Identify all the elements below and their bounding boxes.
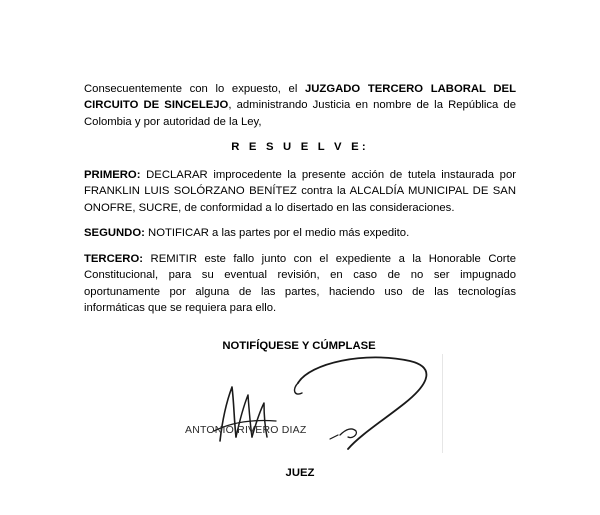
intro-text-start: Consecuentemente con lo expuesto, el — [84, 83, 305, 95]
resuelve-heading: R E S U E L V E: — [231, 141, 369, 153]
tercero-label: TERCERO: — [84, 253, 143, 265]
segundo-text: NOTIFICAR a las partes por el medio más expedito. — [144, 227, 410, 239]
handwritten-signature — [180, 353, 445, 453]
tercero-text: REMITIR este fallo junto con el expediente a la Honorable Corte Constitucional, para su eventual revisión, en caso de no ser impugnado oportunamente por alguna de las partes, haciendo uso de las tecnologías informáticas que se requiera para ello. — [84, 253, 516, 315]
segundo-paragraph — [84, 225, 516, 241]
signer-role: JUEZ — [285, 467, 315, 479]
primero-label: PRIMERO: — [84, 169, 141, 181]
court-name: JUZGADO TERCERO LABORAL DEL CIRCUITO DE SINCELEJO — [84, 83, 516, 112]
segundo-label: SEGUNDO: — [84, 227, 145, 239]
tercero-paragraph — [84, 251, 516, 317]
signature-hook-stroke — [295, 383, 302, 394]
signature-dash-stroke — [330, 435, 338, 439]
intro-paragraph — [84, 81, 516, 130]
signature-block — [180, 353, 445, 453]
signer-name: ANTONIO RIVERO DIAZ — [185, 424, 307, 436]
primero-paragraph — [84, 167, 516, 216]
intro-text-end: , administrando Justicia en nombre de la República de Colombia y por autoridad de la Ley, — [84, 99, 516, 128]
primero-text: DECLARAR improcedente la presente acción de tutela instaurada por FRANKLIN LUIS SOLÓRZANO BENÍTEZ contra la ALCALDÍA MUNICIPAL DE SAN ONOFRE, SUCRE, de conformidad a lo disertado en las consideraciones. — [84, 169, 516, 214]
signature-tail-stroke — [340, 429, 356, 438]
closing-formula: NOTIFÍQUESE Y CÚMPLASE — [222, 340, 376, 352]
signature-loop-stroke — [298, 357, 426, 449]
